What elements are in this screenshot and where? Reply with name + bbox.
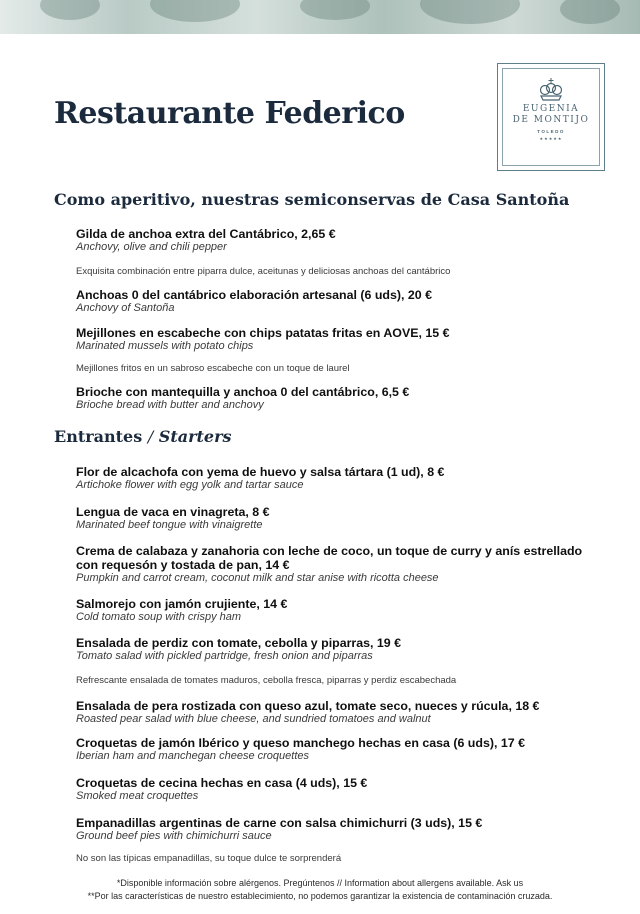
menu-item-english: Tomato salad with pickled partridge, fresh onion and piparras (76, 650, 373, 662)
cross-contamination-notice: **Por las características de nuestro establecimiento, no podemos garantizar la existencia de contaminación cruzada. (87, 891, 553, 901)
menu-item-english: Ground beef pies with chimichurri sauce (76, 830, 272, 842)
menu-item-english: Artichoke flower with egg yolk and tartar sauce (76, 479, 304, 491)
menu-item-english: Cold tomato soup with crispy ham (76, 611, 242, 623)
menu-item (76, 227, 596, 254)
menu-item-name: Brioche con mantequilla y anchoa 0 del cantábrico, 6,5 € (76, 385, 410, 399)
menu-item (76, 636, 596, 663)
logo-text-eugenia: EUGENIA (522, 104, 580, 114)
menu-item (76, 385, 596, 412)
logo-text-de-montijo: DE MONTIJO (512, 115, 590, 125)
menu-item-english: Smoked meat croquettes (76, 790, 199, 802)
menu-item (76, 505, 596, 532)
menu-item-note: No son las típicas empanadillas, su toque dulce te sorprenderá (76, 853, 342, 864)
menu-item-name: Anchoas 0 del cantábrico elaboración artesanal (6 uds), 20 € (76, 288, 433, 302)
section-title-aperitivo: Como aperitivo, nuestras semiconservas de Casa Santoña (54, 190, 570, 209)
menu-item (76, 465, 596, 492)
menu-item-name: Gilda de anchoa extra del Cantábrico, 2,65 € (76, 227, 336, 241)
header-banner-image (0, 0, 640, 34)
logo-text-toledo: TOLEDO (537, 129, 565, 134)
menu-item-note: Exquisita combinación entre piparra dulce, aceitunas y deliciosas anchoas del cantábrico (76, 266, 451, 277)
menu-item (76, 288, 596, 315)
menu-item (76, 597, 596, 624)
menu-item (76, 776, 596, 803)
section-title-separator: / (147, 427, 154, 446)
menu-item-english: Marinated mussels with potato chips (76, 340, 254, 352)
menu-item-note: Refrescante ensalada de tomates maduros, cebolla fresca, piparras y perdiz escabechada (76, 675, 457, 686)
menu-item-name: Croquetas de jamón Ibérico y queso manchego hechas en casa (6 uds), 17 € (76, 736, 525, 750)
menu-item-name: Mejillones en escabeche con chips patatas fritas en AOVE, 15 € (76, 326, 450, 340)
menu-item-name: Croquetas de cecina hechas en casa (4 uds), 15 € (76, 776, 368, 790)
menu-item-name: Ensalada de pera rostizada con queso azul, tomate seco, nueces y rúcula, 18 € (76, 699, 540, 713)
menu-item-name: Salmorejo con jamón crujiente, 14 € (76, 597, 288, 611)
menu-item (76, 326, 596, 353)
menu-item-english: Brioche bread with butter and anchovy (76, 399, 264, 411)
menu-item-english: Marinated beef tongue with vinaigrette (76, 519, 263, 531)
restaurant-title: Restaurante Federico (54, 96, 405, 131)
menu-item-name: Flor de alcachofa con yema de huevo y salsa tártara (1 ud), 8 € (76, 465, 445, 479)
menu-item-english: Roasted pear salad with blue cheese, and sundried tomatoes and walnut (76, 713, 431, 725)
menu-item-english: Anchovy of Santoña (76, 302, 175, 314)
menu-item-english: Anchovy, olive and chili pepper (76, 241, 227, 253)
menu-item-name: Lengua de vaca en vinagreta, 8 € (76, 505, 270, 519)
menu-item (76, 544, 596, 585)
section-title-entrantes (54, 427, 232, 446)
logo-stars: ★★★★★ (539, 136, 563, 141)
menu-item-name: Empanadillas argentinas de carne con salsa chimichurri (3 uds), 15 € (76, 816, 483, 830)
menu-item-note: Mejillones fritos en un sabroso escabeche con un toque de laurel (76, 363, 350, 374)
menu-item-name: Crema de calabaza y zanahoria con leche de coco, un toque de curry y anís estrellado con requesón y tostada de pan, 14 € (76, 544, 583, 572)
menu-item-english: Pumpkin and carrot cream, coconut milk and star anise with ricotta cheese (76, 572, 439, 584)
section-title-es: Entrantes (54, 427, 143, 446)
menu-item (76, 699, 596, 726)
section-title-en: Starters (158, 427, 232, 446)
allergen-notice: *Disponible información sobre alérgenos. Pregúntenos // Information about allergens available. Ask us (116, 878, 524, 888)
menu-item-name: Ensalada de perdiz con tomate, cebolla y piparras, 19 € (76, 636, 402, 650)
menu-item (76, 816, 596, 843)
menu-item-english: Iberian ham and manchegan cheese croquettes (76, 750, 309, 762)
eugenia-de-montijo-logo (497, 63, 605, 171)
menu-item (76, 736, 596, 763)
crown-crest-icon (536, 78, 566, 102)
